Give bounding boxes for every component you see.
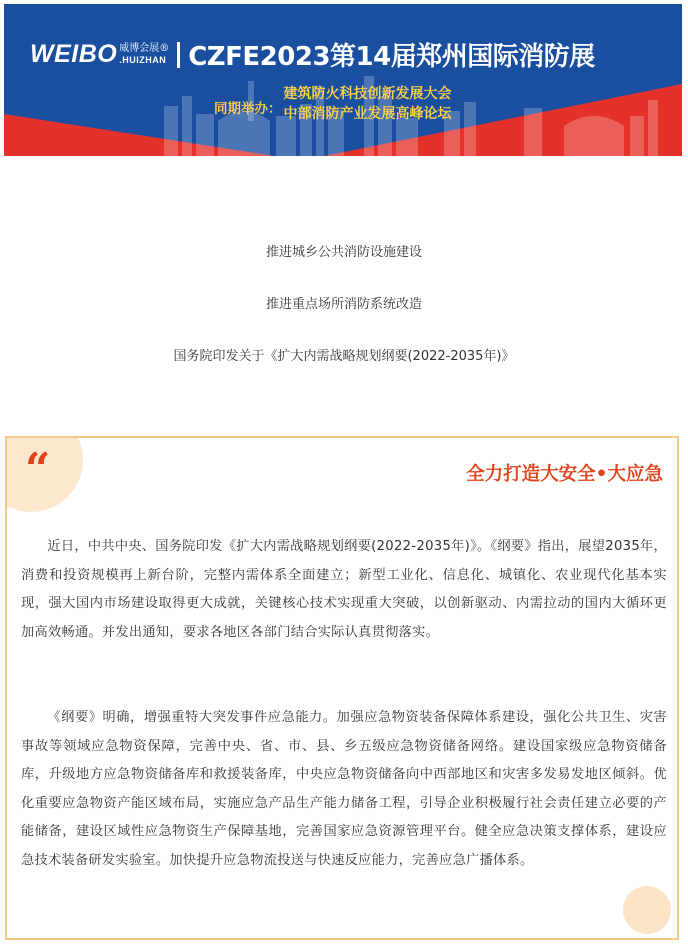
highlight-line: 推进城乡公共消防设施建设 xyxy=(265,245,422,260)
expo-title: CZFE2023第14届郑州国际消防展 xyxy=(188,42,595,72)
brand-en: .HUIZHAN xyxy=(119,55,167,65)
decorative-circle xyxy=(623,886,671,934)
brand-cn: 威博会展® xyxy=(119,43,170,54)
article-card xyxy=(5,436,679,940)
brand-divider xyxy=(177,42,180,68)
banner-brand-row xyxy=(30,36,595,73)
expo-banner[interactable] xyxy=(4,4,682,156)
concurrent-list xyxy=(284,84,452,124)
concurrent-event: 建筑防火科技创新发展大会 xyxy=(283,86,452,102)
concurrent-events xyxy=(214,84,452,124)
brand-logo-text xyxy=(119,44,169,65)
highlight-line: 推进重点场所消防系统改造 xyxy=(265,297,422,312)
quote-icon: “ xyxy=(25,444,51,495)
highlight-line: 国务院印发关于《扩大内需战略规划纲要(2022-2035年)》 xyxy=(173,349,515,364)
article-paragraph: 近日，中共中央、国务院印发《扩大内需战略规划纲要(2022-2035年)》。《纲要》指出，展望2035年，消费和投资规模再上新台阶，完整内需体系全面建立；新型工业化、信息化、城镇化、农业现代化基本实现，强大国内市场建设取得更大成就，关键核心技术实现重大突破，以创新驱动、内需拉动的国内大循环更加高效畅通。并发出通知，要求各地区各部门结合实际认真贯彻落实。 xyxy=(21,539,667,640)
concurrent-event: 中部消防产业发展高峰论坛 xyxy=(283,106,452,122)
brand-name: WEIBO xyxy=(30,40,118,68)
article-paragraph: 《纲要》明确，增强重特大突发事件应急能力。加强应急物资装备保障体系建设，强化公共卫生、灾害事故等领域应急物资保障，完善中央、省、市、县、乡五级应急物资储备网络。建设国家级应急物资储备库，升级地方应急物资储备库和救援装备库，中央应急物资储备向中西部地区和灾害多发易发地区倾斜。优化重要应急物资产能区域布局，实施应急产品生产能力储备工程，引导企业积极履行社会责任建立必要的产能储备，建设区域性应急物资生产保障基地，完善国家应急资源管理平台。健全应急决策支撑体系，建设应急技术装备研发实验室。加快提升应急物流投送与快速反应能力，完善应急广播体系。 xyxy=(21,710,667,868)
card-title: 全力打造大安全•大应急 xyxy=(466,464,663,485)
concurrent-label: 同期举办： xyxy=(214,101,282,117)
